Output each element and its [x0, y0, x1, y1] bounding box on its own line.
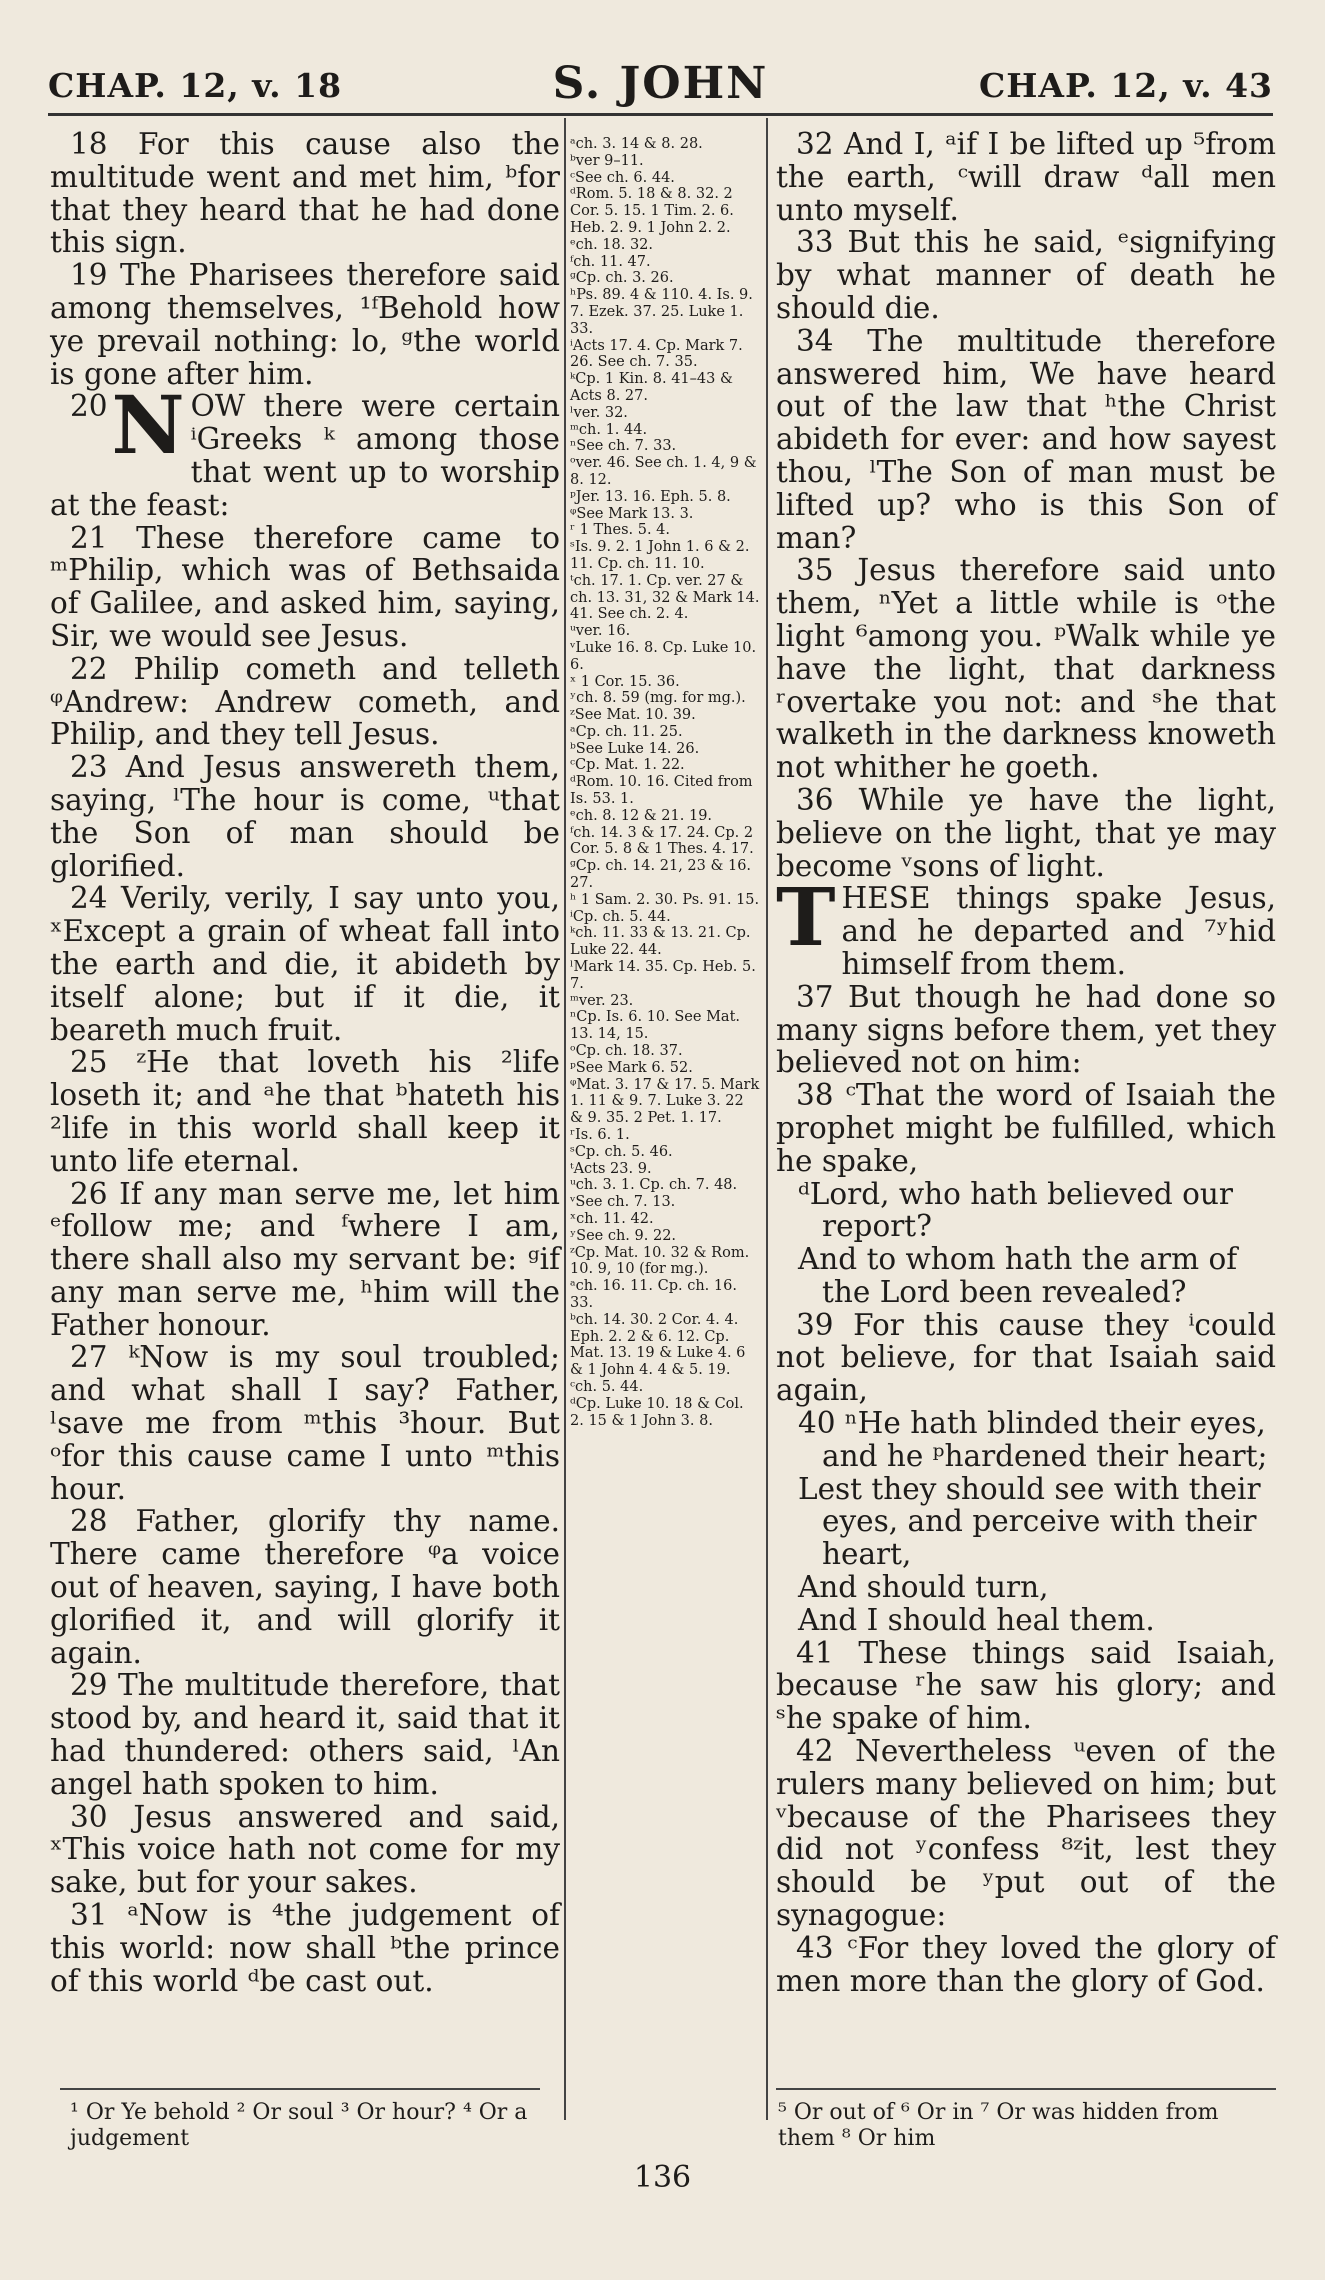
cross-reference: ᵃCp. ch. 11. 25. [570, 723, 683, 740]
column-divider-left [564, 118, 566, 2120]
cross-reference: ᵐch. 1. 44. [570, 421, 648, 438]
cross-reference: ᵉch. 8. 12 & 21. 19. [570, 807, 713, 824]
cross-reference: ᵒCp. ch. 18. 37. [570, 1043, 683, 1060]
cross-reference: ᶜCp. Mat. 1. 22. [570, 757, 685, 774]
verse-32: 32 And I, ᵃif I be lifted up ⁵from the earth, ᶜwill draw ᵈall men unto myself. [776, 127, 1276, 227]
poem-line: And I should heal them. [798, 1602, 1155, 1637]
cross-reference: ᵘver. 16. [570, 623, 631, 640]
cross-reference: ᵒver. 46. See ch. 1. 4, 9 & 8. 12. [570, 455, 757, 488]
footnote-rule-left [60, 2088, 540, 2090]
header-center: S. JOHN [552, 58, 769, 109]
header-right: CHAP. 12, v. 43 [978, 66, 1273, 105]
drop-cap-t: T [776, 870, 836, 965]
verse-35: 35 Jesus therefore said unto them, ⁿYet a little while is ᵒthe light ⁶among you. ᵖWalk while ye have the light, that darkness ʳovertake you not: and ˢhe that walketh in the darkness knoweth not whither he goeth. [776, 553, 1276, 785]
cross-reference: ᵖJer. 13. 16. Eph. 5. 8. [570, 488, 731, 505]
cross-reference: ᵉch. 18. 32. [570, 236, 654, 253]
cross-reference: ᵍCp. ch. 3. 26. [570, 270, 674, 287]
cross-reference: ˣch. 11. 42. [570, 1211, 654, 1227]
cross-reference: ᵇch. 14. 30. 2 Cor. 4. 4. Eph. 2. 2 & 6. 12. Cp. Mat. 13. 19 & Luke 4. 6 & 1 John 4. 4 & 5. 19. [570, 1311, 746, 1379]
cross-reference: ᶻCp. Mat. 10. 32 & Rom. 10. 9, 10 (for mg.). [570, 1244, 750, 1278]
verse-34: 34 The multitude therefore answered him, We have heard out of the law that ʰthe Christ abideth for ever: and how sayest thou, ˡThe Son of man must be lifted up? who is this Son of man? [776, 323, 1276, 555]
verse-22: 22 Philip cometh and telleth ᵠAndrew: Andrew cometh, and Philip, and they tell Jesus. [50, 651, 560, 752]
cross-reference: ᶠch. 14. 3 & 17. 24. Cp. 2 Cor. 5. 8 & 1 Thes. 4. 17. [570, 824, 754, 858]
cross-reference: ᵃch. 16. 11. Cp. ch. 16. 33. [570, 1278, 737, 1311]
cross-reference: ᵈRom. 10. 16. Cited from Is. 53. 1. [570, 774, 753, 808]
cross-reference: ʰ 1 Sam. 2. 30. Ps. 91. 15. [570, 891, 760, 908]
verse-41: 41 These things said Isaiah, because ʳhe saw his glory; and ˢhe spake of him. [776, 1635, 1276, 1736]
cross-reference: ᵗch. 17. 1. Cp. ver. 27 & ch. 13. 31, 32 & Mark 14. 41. See ch. 2. 4. [570, 572, 760, 623]
cross-reference: ᵈRom. 5. 18 & 8. 32. 2 Cor. 5. 15. 1 Tim. 2. 6. Heb. 2. 9. 1 John 2. 2. [570, 186, 734, 236]
verse-25: 25 ᶻHe that loveth his ²life loseth it; and ᵃhe that ᵇhateth his ²life in this world shall keep it unto life eternal. [50, 1045, 560, 1178]
right-text-column [776, 128, 1276, 1997]
cross-reference: ᵇSee Luke 14. 26. [570, 740, 700, 757]
footnote-rule-right [776, 2088, 1276, 2090]
verse-36b [776, 870, 1276, 981]
cross-reference: ʳIs. 6. 1. [570, 1127, 630, 1144]
cross-reference: ⁿCp. Is. 6. 10. See Mat. 13. 14, 15. [570, 1009, 740, 1043]
poem-line: ᵈLord, who hath believed our report? [798, 1176, 1234, 1244]
verse-26: 26 If any man serve me, let him ᵉfollow me; and ᶠwhere I am, there shall also my servant be: ᵍif any man serve me, ʰhim will the Father honour. [50, 1176, 560, 1342]
cross-reference: ᵇver 9–11. [570, 152, 644, 169]
verse-28: 28 Father, glorify thy name. There came therefore ᵠa voice out of heaven, saying, I have both glorified it, and will glorify it again. [50, 1504, 560, 1670]
verse-33: 33 But this he said, ᵉsignifying by what manner of death he should die. [776, 225, 1276, 325]
cross-reference: ᶜch. 5. 44. [570, 1378, 644, 1395]
cross-reference: ʸch. 8. 59 (mg. for mg.). [570, 690, 746, 707]
cross-reference: ˢCp. ch. 5. 46. [570, 1143, 673, 1160]
cross-reference: ᵐver. 23. [570, 992, 634, 1009]
verse-20-number: 20 [70, 389, 108, 424]
cross-reference: ᵏch. 11. 33 & 13. 21. Cp. Luke 22. 44. [570, 925, 751, 959]
poem-line: 40 ⁿHe hath blinded their eyes, and he ᵖhardened their heart; [798, 1406, 1268, 1473]
cross-reference: ʸSee ch. 9. 22. [570, 1227, 677, 1244]
cross-reference: ᵖSee Mark 6. 52. [570, 1059, 693, 1076]
poem-line: And to whom hath the arm of the Lord been revealed? [798, 1242, 1238, 1309]
footnotes-left: ¹ Or Ye behold ² Or soul ³ Or hour? ⁴ Or a judgement [70, 2100, 528, 2151]
cross-reference: ˣ 1 Cor. 15. 36. [570, 673, 680, 690]
verse-30: 30 Jesus answered and said, ˣThis voice hath not come for my sake, but for your sakes. [50, 1799, 560, 1900]
cross-reference: ᶻSee Mat. 10. 39. [570, 707, 696, 724]
cross-reference: ᵛSee ch. 7. 13. [570, 1194, 676, 1211]
drop-cap-n: N [111, 378, 185, 473]
cross-reference: ˡMark 14. 35. Cp. Heb. 5. 7. [570, 959, 756, 992]
cross-reference: ʳ 1 Thes. 5. 4. [570, 522, 671, 539]
verse-23: 23 And Jesus answereth them, saying, ˡThe hour is come, ᵘthat the Son of man should be glorified. [50, 750, 560, 883]
left-text-column [50, 128, 560, 1997]
column-divider-right [766, 118, 768, 2120]
poem-line: Lest they should see with their eyes, and perceive with their heart, [798, 1471, 1261, 1572]
verse-24: 24 Verily, verily, I say unto you, ˣExcept a grain of wheat fall into the earth and die, it abideth by itself alone; but if it die, it beareth much fruit. [50, 881, 560, 1047]
verse-37: 37 But though he had done so many signs before them, yet they believed not on him: [776, 979, 1276, 1080]
verse-43: 43 ᶜFor they loved the glory of men more than the glory of God. [776, 1930, 1276, 1998]
verse-21: 21 These therefore came to ᵐPhilip, which was of Bethsaida of Galilee, and asked him, saying, Sir, we would see Jesus. [50, 520, 560, 653]
cross-reference: ⁱActs 17. 4. Cp. Mark 7. 26. See ch. 7. 35. [570, 337, 743, 371]
cross-reference: ᵘch. 3. 1. Cp. ch. 7. 48. [570, 1177, 738, 1194]
cross-reference: ʰPs. 89. 4 & 110. 4. Is. 9. 7. Ezek. 37. 25. Luke 1. 33. [570, 287, 753, 337]
poem-line: And should turn, [798, 1570, 1049, 1605]
page-number: 136 [633, 2160, 692, 2195]
cross-reference: ᵠMat. 3. 17 & 17. 5. Mark 1. 11 & 9. 7. Luke 3. 22 & 9. 35. 2 Pet. 1. 17. [570, 1076, 760, 1127]
verse-38: 38 ᶜThat the word of Isaiah the prophet might be fulfilled, which he spake, [776, 1078, 1276, 1178]
cross-reference: ᵍCp. ch. 14. 21, 23 & 16. 27. [570, 858, 752, 892]
cross-reference: ⁿSee ch. 7. 33. [570, 438, 677, 455]
verse-36: 36 While ye have the light, believe on the light, that ye may become ᵛsons of light. [776, 782, 1276, 883]
verse-18: 18 For this cause also the multitude went and met him, ᵇfor that they heard that he had done this sign. [50, 127, 560, 260]
cross-reference: ᵃch. 3. 14 & 8. 28. [570, 136, 703, 152]
cross-reference: ⁱCp. ch. 5. 44. [570, 908, 671, 925]
cross-references-column [570, 136, 760, 1429]
verse-39: 39 For this cause they ⁱcould not believe, for that Isaiah said again, [776, 1307, 1276, 1408]
cross-reference: ᶠch. 11. 47. [570, 253, 651, 270]
cross-reference: ᵛLuke 16. 8. Cp. Luke 10. 6. [570, 639, 757, 673]
header-left: CHAP. 12, v. 18 [48, 66, 343, 105]
cross-reference: ᵗActs 23. 9. [570, 1160, 652, 1177]
verse-20-text: OW there were certain ⁱGreeks ᵏ among those that went up to worship at the feast: [50, 389, 560, 522]
verse-42: 42 Nevertheless ᵘeven of the rulers many believed on him; but ᵛbecause of the Pharisees they did not ʸconfess ⁸ᶻit, lest they should be ʸput out of the synagogue: [776, 1734, 1276, 1933]
cross-reference: ᵈCp. Luke 10. 18 & Col. 2. 15 & 1 John 3. 8. [570, 1395, 744, 1429]
cross-reference: ᶜSee ch. 6. 44. [570, 169, 675, 186]
verse-31: 31 ᵃNow is ⁴the judgement of this world: now shall ᵇthe prince of this world ᵈbe cast out. [50, 1898, 560, 1998]
footnotes-right: ⁵ Or out of ⁶ Or in ⁷ Or was hidden from them ⁸ Or him [778, 2100, 1219, 2151]
verse-19: 19 The Pharisees therefore said among themselves, ¹ᶠBehold how ye prevail nothing: lo, ᵍthe world is gone after him. [50, 258, 560, 391]
cross-reference: ˡver. 32. [570, 404, 628, 421]
verse-27: 27 ᵏNow is my soul troubled; and what shall I say? Father, ˡsave me from ᵐthis ³hour. But ᵒfor this cause came I unto ᵐthis hour. [50, 1340, 560, 1506]
header-rule [48, 113, 1273, 116]
cross-reference: ˢIs. 9. 2. 1 John 1. 6 & 2. 11. Cp. ch. 11. 10. [570, 539, 750, 572]
verse-36b-text: HESE things spake Jesus, and he departed and ⁷ʸhid himself from them. [841, 881, 1276, 981]
cross-reference: ᵠSee Mark 13. 3. [570, 505, 694, 522]
cross-reference: ᵏCp. 1 Kin. 8. 41–43 & Acts 8. 27. [570, 371, 733, 404]
verse-20 [50, 378, 560, 522]
verse-29: 29 The multitude therefore, that stood by, and heard it, said that it had thundered: others said, ˡAn angel hath spoken to him. [50, 1668, 560, 1801]
